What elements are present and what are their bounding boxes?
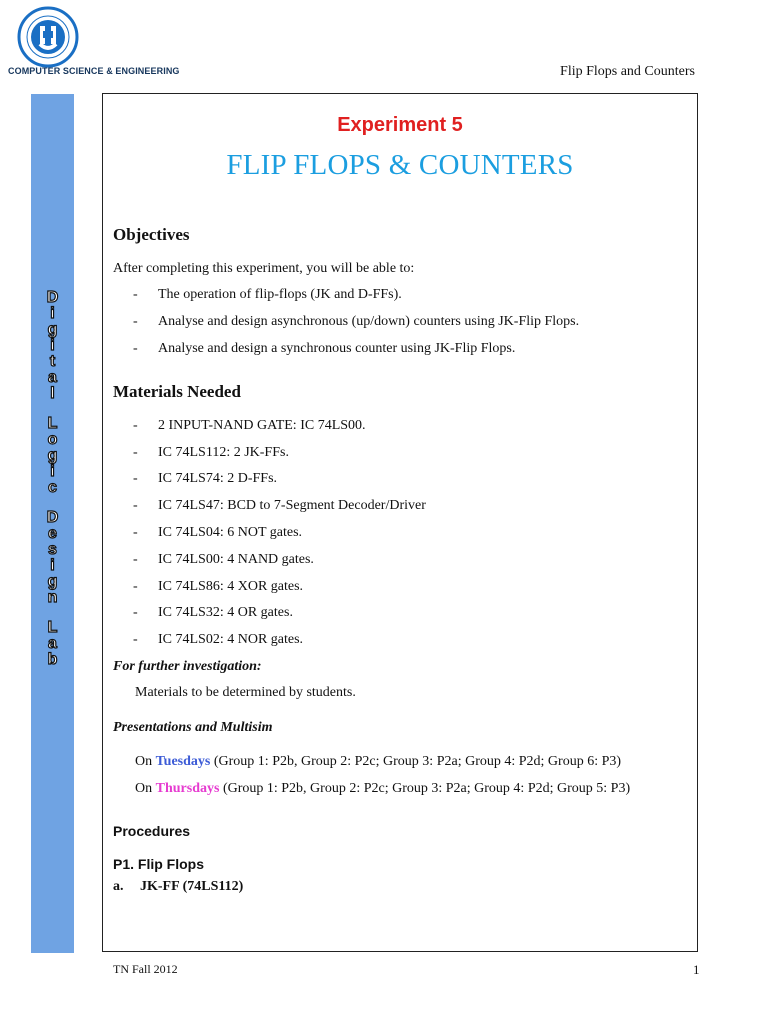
material-item: IC 74LS112: 2 JK-FFs. — [158, 445, 289, 460]
sidebar-letter: D — [46, 509, 59, 526]
list-dash: - — [133, 287, 138, 302]
list-dash: - — [133, 552, 138, 567]
department-name: COMPUTER SCIENCE & ENGINEERING — [8, 66, 180, 76]
further-investigation-text: Materials to be determined by students. — [135, 685, 356, 700]
objective-item: Analyse and design a synchronous counter using JK-Flip Flops. — [158, 341, 516, 356]
further-investigation-heading: For further investigation: — [113, 659, 262, 674]
list-dash: - — [133, 632, 138, 647]
list-dash: - — [133, 498, 138, 513]
list-dash: - — [133, 314, 138, 329]
material-item: IC 74LS32: 4 OR gates. — [158, 605, 293, 620]
list-dash: - — [133, 418, 138, 433]
sidebar-letter: i — [50, 337, 55, 354]
material-item: IC 74LS47: BCD to 7-Segment Decoder/Driver — [158, 498, 426, 513]
thursday-schedule — [135, 781, 630, 797]
sidebar-letter: g — [47, 321, 58, 338]
sidebar-letter: i — [50, 557, 55, 574]
procedure-p1-heading: P1. Flip Flops — [113, 856, 205, 872]
list-dash: - — [133, 341, 138, 356]
sidebar-letter: L — [47, 415, 58, 432]
thursday-prefix: On — [135, 781, 156, 796]
tuesday-groups: (Group 1: P2b, Group 2: P2c; Group 3: P2a; Group 4: P2d; Group 6: P3) — [210, 754, 622, 769]
sidebar-letter: o — [47, 431, 58, 448]
experiment-label: Experiment 5 — [337, 114, 463, 136]
sidebar-letter: i — [50, 305, 55, 322]
objectives-intro: After completing this experiment, you will be able to: — [113, 261, 415, 276]
list-dash: - — [133, 525, 138, 540]
sidebar-letter: i — [50, 463, 55, 480]
sidebar-letter: D — [46, 289, 59, 306]
materials-heading: Materials Needed — [113, 382, 241, 401]
tuesday-prefix: On — [135, 754, 156, 769]
running-title: Flip Flops and Counters — [560, 64, 695, 79]
procedures-heading: Procedures — [113, 823, 191, 839]
material-item: IC 74LS00: 4 NAND gates. — [158, 552, 314, 567]
sidebar-letter: a — [48, 369, 57, 386]
sidebar-letter: a — [48, 635, 57, 652]
tuesday-label: Tuesdays — [155, 754, 211, 769]
sidebar-letter: c — [48, 479, 57, 496]
university-logo-icon — [17, 6, 79, 68]
list-dash: - — [133, 445, 138, 460]
sidebar-letter: t — [49, 353, 56, 370]
sidebar-letter: e — [48, 525, 57, 542]
procedure-a-marker: a. — [113, 879, 124, 894]
objective-item: Analyse and design asynchronous (up/down) counters using JK-Flip Flops. — [158, 314, 580, 329]
sidebar-letter: s — [48, 541, 57, 558]
thursday-label: Thursdays — [155, 781, 220, 796]
sidebar-letter: L — [47, 619, 58, 636]
sidebar-letter: b — [47, 651, 58, 668]
page-title: FLIP FLOPS & COUNTERS — [226, 149, 574, 181]
list-dash: - — [133, 605, 138, 620]
sidebar-letter: n — [47, 589, 58, 606]
material-item: IC 74LS86: 4 XOR gates. — [158, 579, 304, 594]
tuesday-schedule — [135, 754, 621, 770]
material-item: IC 74LS02: 4 NOR gates. — [158, 632, 304, 647]
sidebar-letter: g — [47, 573, 58, 590]
material-item: 2 INPUT-NAND GATE: IC 74LS00. — [158, 418, 366, 433]
material-item: IC 74LS04: 6 NOT gates. — [158, 525, 303, 540]
content-box — [102, 93, 698, 952]
sidebar-letter: g — [47, 447, 58, 464]
procedure-a-heading: JK-FF (74LS112) — [140, 879, 244, 894]
page-number: 1 — [693, 962, 700, 977]
side-bar — [31, 94, 74, 953]
list-dash: - — [133, 579, 138, 594]
objective-item: The operation of flip-flops (JK and D-FFs). — [158, 287, 402, 302]
material-item: IC 74LS74: 2 D-FFs. — [158, 471, 278, 486]
list-dash: - — [133, 471, 138, 486]
footer-term: TN Fall 2012 — [113, 962, 178, 976]
thursday-groups: (Group 1: P2b, Group 2: P2c; Group 3: P2a; Group 4: P2d; Group 5: P3) — [219, 781, 631, 796]
presentations-heading: Presentations and Multisim — [113, 720, 273, 735]
objectives-heading: Objectives — [113, 225, 190, 244]
sidebar-letter: l — [50, 385, 55, 402]
